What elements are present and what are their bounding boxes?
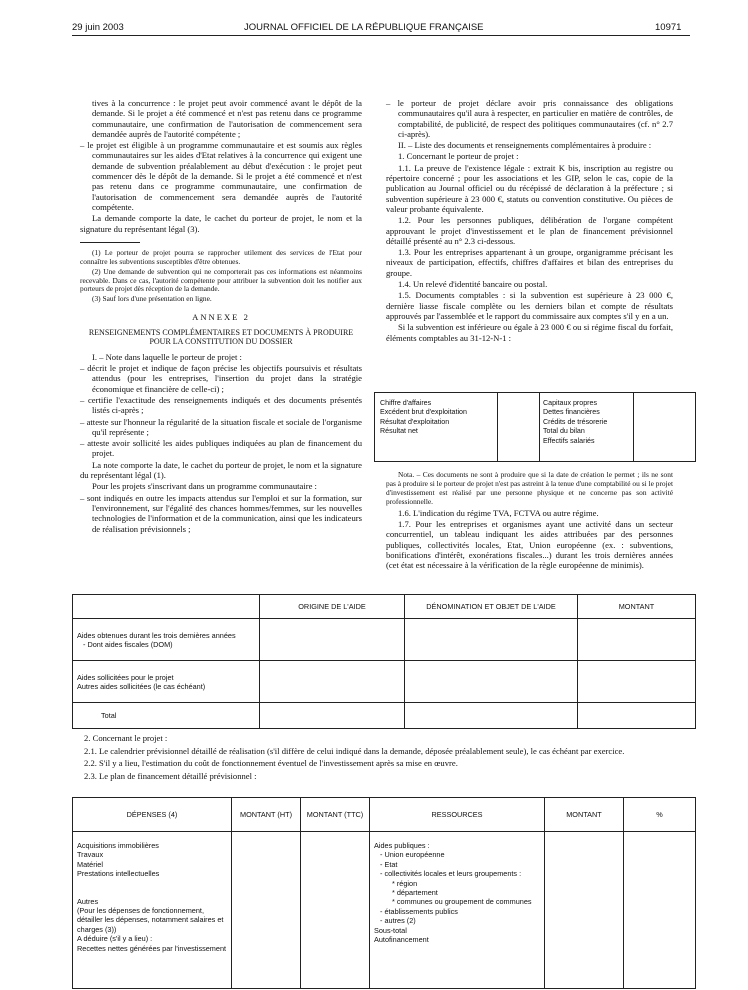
ressource-item: * région xyxy=(392,878,418,888)
depense-item: Acquisitions immobilières xyxy=(77,841,159,850)
accounting-box xyxy=(374,392,696,462)
accounting-divider xyxy=(633,393,634,461)
bullet-attest-aids: – atteste avoir sollicité les aides publiques indiquées au plan de financement du projet. xyxy=(80,438,362,459)
accounting-left-list xyxy=(380,399,467,437)
table-total-label: Total xyxy=(101,711,117,720)
header-date: 29 juin 2003 xyxy=(72,22,124,33)
item-1-4: 1.4. Un relevé d'identité bancaire ou postal. xyxy=(398,279,548,290)
section-2-1-heading: 1. Concernant le porteur de projet : xyxy=(398,151,519,162)
table-header: MONTANT (HT) xyxy=(232,798,301,832)
header-rule xyxy=(72,35,690,36)
table-header: DÉPENSES (4) xyxy=(73,798,232,832)
footnote-1: (1) Le porteur de projet pourra se rapprocher utilement des services de l'Etat pour connaître les subventions susceptibles d'être obtenues. xyxy=(80,247,362,266)
table-row-label: Autres aides sollicitées (le cas échéant) xyxy=(77,681,206,691)
left-column xyxy=(80,98,362,535)
table-cell xyxy=(405,619,578,661)
table-header-row xyxy=(73,798,696,832)
table-row-label: - Dont aides fiscales (DOM) xyxy=(83,639,173,649)
table-header: DÉNOMINATION ET OBJET DE L'AIDE xyxy=(405,595,578,619)
accounting-divider xyxy=(497,393,498,461)
financing-table xyxy=(72,797,696,989)
table-cell xyxy=(232,832,301,989)
table-cell xyxy=(578,703,696,729)
ressource-item: - Union européenne xyxy=(380,850,445,860)
table-header-row xyxy=(73,595,696,619)
ressources-cell xyxy=(370,832,545,989)
ressource-item: - collectivités locales et leurs groupements : xyxy=(380,869,522,879)
accounting-right-list xyxy=(543,399,607,446)
bullet-impacts: – sont indiqués en outre les impacts attendus sur l'emploi et sur la formation, sur l'environnement, sur l'égalité des chances hommes/femmes, sur les nouvelles technologies de l'information et de la communication, ainsi que les indicateurs de réalisation prévisionnels ; xyxy=(80,492,362,534)
bullet-describe-project: – décrit le projet et indique de façon précise les objectifs poursuivis et résultats attendus (pour les entreprises, l'insertion du projet dans la stratégie économique et financière de celle-ci) ; xyxy=(80,363,362,394)
table-row-label: Aides obtenues durant les trois dernières années xyxy=(77,630,236,640)
item-1-2: 1.2. Pour les personnes publiques, délibération de l'organe compétent approuvant le projet d'investissement et le plan de financement prévisionnel détaillé présenté au n° 2.3 ci-dessous. xyxy=(386,215,673,246)
bullet-certify: – certifie l'exactitude des renseignements indiqués et des documents présentés listés ci-après ; xyxy=(80,394,362,416)
accounting-item: Effectifs salariés xyxy=(543,436,595,445)
depense-spacer xyxy=(77,879,227,897)
ressource-item: Sous-total xyxy=(374,925,407,935)
table-header: MONTANT (TTC) xyxy=(301,798,370,832)
depenses-cell xyxy=(73,832,232,989)
table-cell xyxy=(260,703,405,729)
ressource-item: Aides publiques : xyxy=(374,841,430,850)
accounting-item: Dettes financières xyxy=(543,408,600,417)
table-header-blank xyxy=(73,595,260,619)
ressource-item: * département xyxy=(392,888,438,898)
accounting-divider xyxy=(539,393,540,461)
table-header: ORIGINE DE L'AIDE xyxy=(260,595,405,619)
table-cell xyxy=(260,661,405,703)
item-2-2: 2.2. S'il y a lieu, l'estimation du coût de fonctionnement éventuel de l'investissement après sa mise en œuvre. xyxy=(84,758,458,768)
depense-item: Matériel xyxy=(77,859,103,869)
accounting-item: Capitaux propres xyxy=(543,399,598,407)
table-row xyxy=(73,703,696,729)
ressource-item: - établissements publics xyxy=(380,906,458,916)
right-column-lower xyxy=(386,471,673,571)
left-paragraph-1: tives à la concurrence : le projet peut avoir commencé avant le dépôt de la demande. Si le projet a été commencé et n'est pas retenu dans ce programme communautaire, une confirmation de l'autorisation de commencement sera demandée auprès de l'autorité compétente ; xyxy=(92,98,362,139)
section-1-heading: I. – Note dans laquelle le porteur de projet : xyxy=(92,351,242,362)
table-header: MONTANT xyxy=(578,595,696,619)
item-1-6: 1.6. L'indication du régime TVA, FCTVA ou autre régime. xyxy=(398,507,599,518)
depense-item: Travaux xyxy=(77,850,104,860)
table-header: % xyxy=(624,798,696,832)
depense-item: Autres xyxy=(77,896,99,906)
depense-item: A déduire (s'il y a lieu) : xyxy=(77,934,153,944)
accounting-item: Crédits de trésorerie xyxy=(543,417,608,426)
table-row xyxy=(73,619,696,661)
accounting-item: Excédent brut d'exploitation xyxy=(380,408,467,417)
table-cell xyxy=(578,661,696,703)
table-row-label: Aides sollicitées pour le projet xyxy=(77,672,174,682)
table-cell xyxy=(545,832,624,989)
left-paragraph-2: – le projet est éligible à un programme communautaire et est soumis aux règles communautaires sur les aides d'Etat relatives à la concurrence qui exigent une demande de subvention préalablement au début d'exécution : le projet peut commencer dès le dépôt de la demande. Si le projet a été commencé et n'est pas retenu dans ce programme communautaire, une confirmation de l'autorisation de commencement sera demandée auprès de l'autorité compétente. xyxy=(80,140,362,212)
footnote-3: (3) Sauf lors d'une présentation en ligne. xyxy=(92,294,212,304)
table-cell xyxy=(73,619,260,661)
table-row xyxy=(73,661,696,703)
left-paragraph-5: Pour les projets s'inscrivant dans un programme communautaire : xyxy=(92,481,317,492)
item-1-5-small-subsidy: Si la subvention est inférieure ou égale à 23 000 € ou si régime fiscal du forfait, éléments comptables au 31-12-N-1 : xyxy=(386,322,673,343)
table-cell xyxy=(624,832,696,989)
annexe-heading: ANNEXE 2 xyxy=(192,312,250,323)
table-cell xyxy=(405,661,578,703)
table-header: MONTANT xyxy=(545,798,624,832)
header-journal-title: JOURNAL OFFICIEL DE LA RÉPUBLIQUE FRANÇAISE xyxy=(244,22,484,33)
project-section xyxy=(72,733,696,783)
item-1-1: 1.1. La preuve de l'existence légale : extrait K bis, inscription au registre ou répertoire concerné ; pour les associations et les GIP, selon le cas, copie de la publication au Journal officiel ou du récépissé de déclaration à la préfecture ; si subvention supérieure à 23 000 €, statuts ou convention constitutive. Ou pièces de valeur probante équivalente. xyxy=(386,162,673,214)
table-header: RESSOURCES xyxy=(370,798,545,832)
ressource-item: Autofinancement xyxy=(374,935,429,945)
accounting-item: Chiffre d'affaires xyxy=(380,399,432,407)
depense-item: Recettes nettes générées par l'investissement xyxy=(77,943,227,953)
footnote-separator xyxy=(80,242,140,243)
bullet-attest-fiscal: – atteste sur l'honneur la régularité de la situation fiscale et sociale de l'organisme qu'il représente ; xyxy=(80,416,362,437)
depense-item: (Pour les dépenses de fonctionnement, détailler les dépenses, notamment salaires et charges (3)) xyxy=(77,906,224,934)
ressource-item: - Etat xyxy=(380,859,398,869)
item-2-3: 2.3. Le plan de financement détaillé prévisionnel : xyxy=(84,770,257,781)
ressource-item: * communes ou groupement de communes xyxy=(392,897,532,907)
table-cell xyxy=(260,619,405,661)
item-1-7: 1.7. Pour les entreprises et organismes ayant une activité dans un secteur concurrentiel, un tableau indiquant les aides attribuées par des personnes publiques, collectivités locales, Etat, Union européenne (ex. : subventions, bonifications d'intérêt, exonérations fiscales...) durant les trois dernières années (cet état est nécessaire à la vérification de la règle européenne de minimis). xyxy=(386,518,673,571)
depense-item: Prestations intellectuelles xyxy=(77,869,160,879)
annexe-title: RENSEIGNEMENTS COMPLÉMENTAIRES ET DOCUMENTS À PRODUIRE POUR LA CONSTITUTION DU DOSSIER xyxy=(88,327,354,347)
left-paragraph-3: La demande comporte la date, le cachet du porteur de projet, le nom et la signature du représentant légal (3). xyxy=(80,213,362,234)
footnote-2: (2) Une demande de subvention qui ne comporterait pas ces informations est néanmoins recevable. Dans ce cas, l'autorité compétente pour attribuer la subvention doit les notifier aux porteurs de projet dès réception de la demande. xyxy=(80,266,362,294)
header-page-number: 10971 xyxy=(655,22,682,33)
bullet-obligations: – le porteur de projet déclare avoir pris connaissance des obligations communautaires qu'il aura à respecter, en particulier en matière de contrôles, de comptabilité, de publicité, de respect des politiques communautaires (cf. n° 2.7 ci-après). xyxy=(386,98,673,139)
accounting-item: Résultat d'exploitation xyxy=(380,417,450,426)
table-cell xyxy=(405,703,578,729)
section-2-heading: II. – Liste des documents et renseignements complémentaires à produire : xyxy=(398,140,652,151)
table-row xyxy=(73,832,696,989)
left-paragraph-4: La note comporte la date, le cachet du porteur de projet, le nom et la signature du représentant légal (1). xyxy=(80,459,362,481)
accounting-item: Total du bilan xyxy=(543,427,585,436)
accounting-item: Résultat net xyxy=(380,427,418,436)
ressource-item: - autres (2) xyxy=(380,916,416,926)
table-cell xyxy=(73,661,260,703)
aids-table xyxy=(72,594,696,729)
nota: Nota. – Ces documents ne sont à produire que si la date de création le permet ; ils ne sont pas à produire si le porteur de projet n'est pas astreint à la tenue d'une comptabilité ou si le projet d'investissement est réalisé par une personne physique et ne concerne pas son activité professionnelle. xyxy=(386,470,673,506)
table-cell xyxy=(73,703,260,729)
section-2-project-heading: 2. Concernant le projet : xyxy=(84,733,168,743)
item-2-1: 2.1. Le calendrier prévisionnel détaillé de réalisation (s'il diffère de celui indiqué dans la demande, déposée préalablement seule), le cas échéant par exercice. xyxy=(84,745,625,756)
right-column xyxy=(386,98,673,344)
table-cell xyxy=(578,619,696,661)
item-1-3: 1.3. Pour les entreprises appartenant à un groupe, organigramme précisant les niveaux de participation, effectifs, chiffres d'affaires et bilan des entreprises du groupe. xyxy=(386,247,673,278)
table-cell xyxy=(301,832,370,989)
item-1-5: 1.5. Documents comptables : si la subvention est supérieure à 23 000 €, dernière liasse fiscale complète ou les derniers bilan et compte de résultats approuvés par l'assemblée et le rapport du commissaire aux comptes s'il y en a un. xyxy=(386,290,673,321)
